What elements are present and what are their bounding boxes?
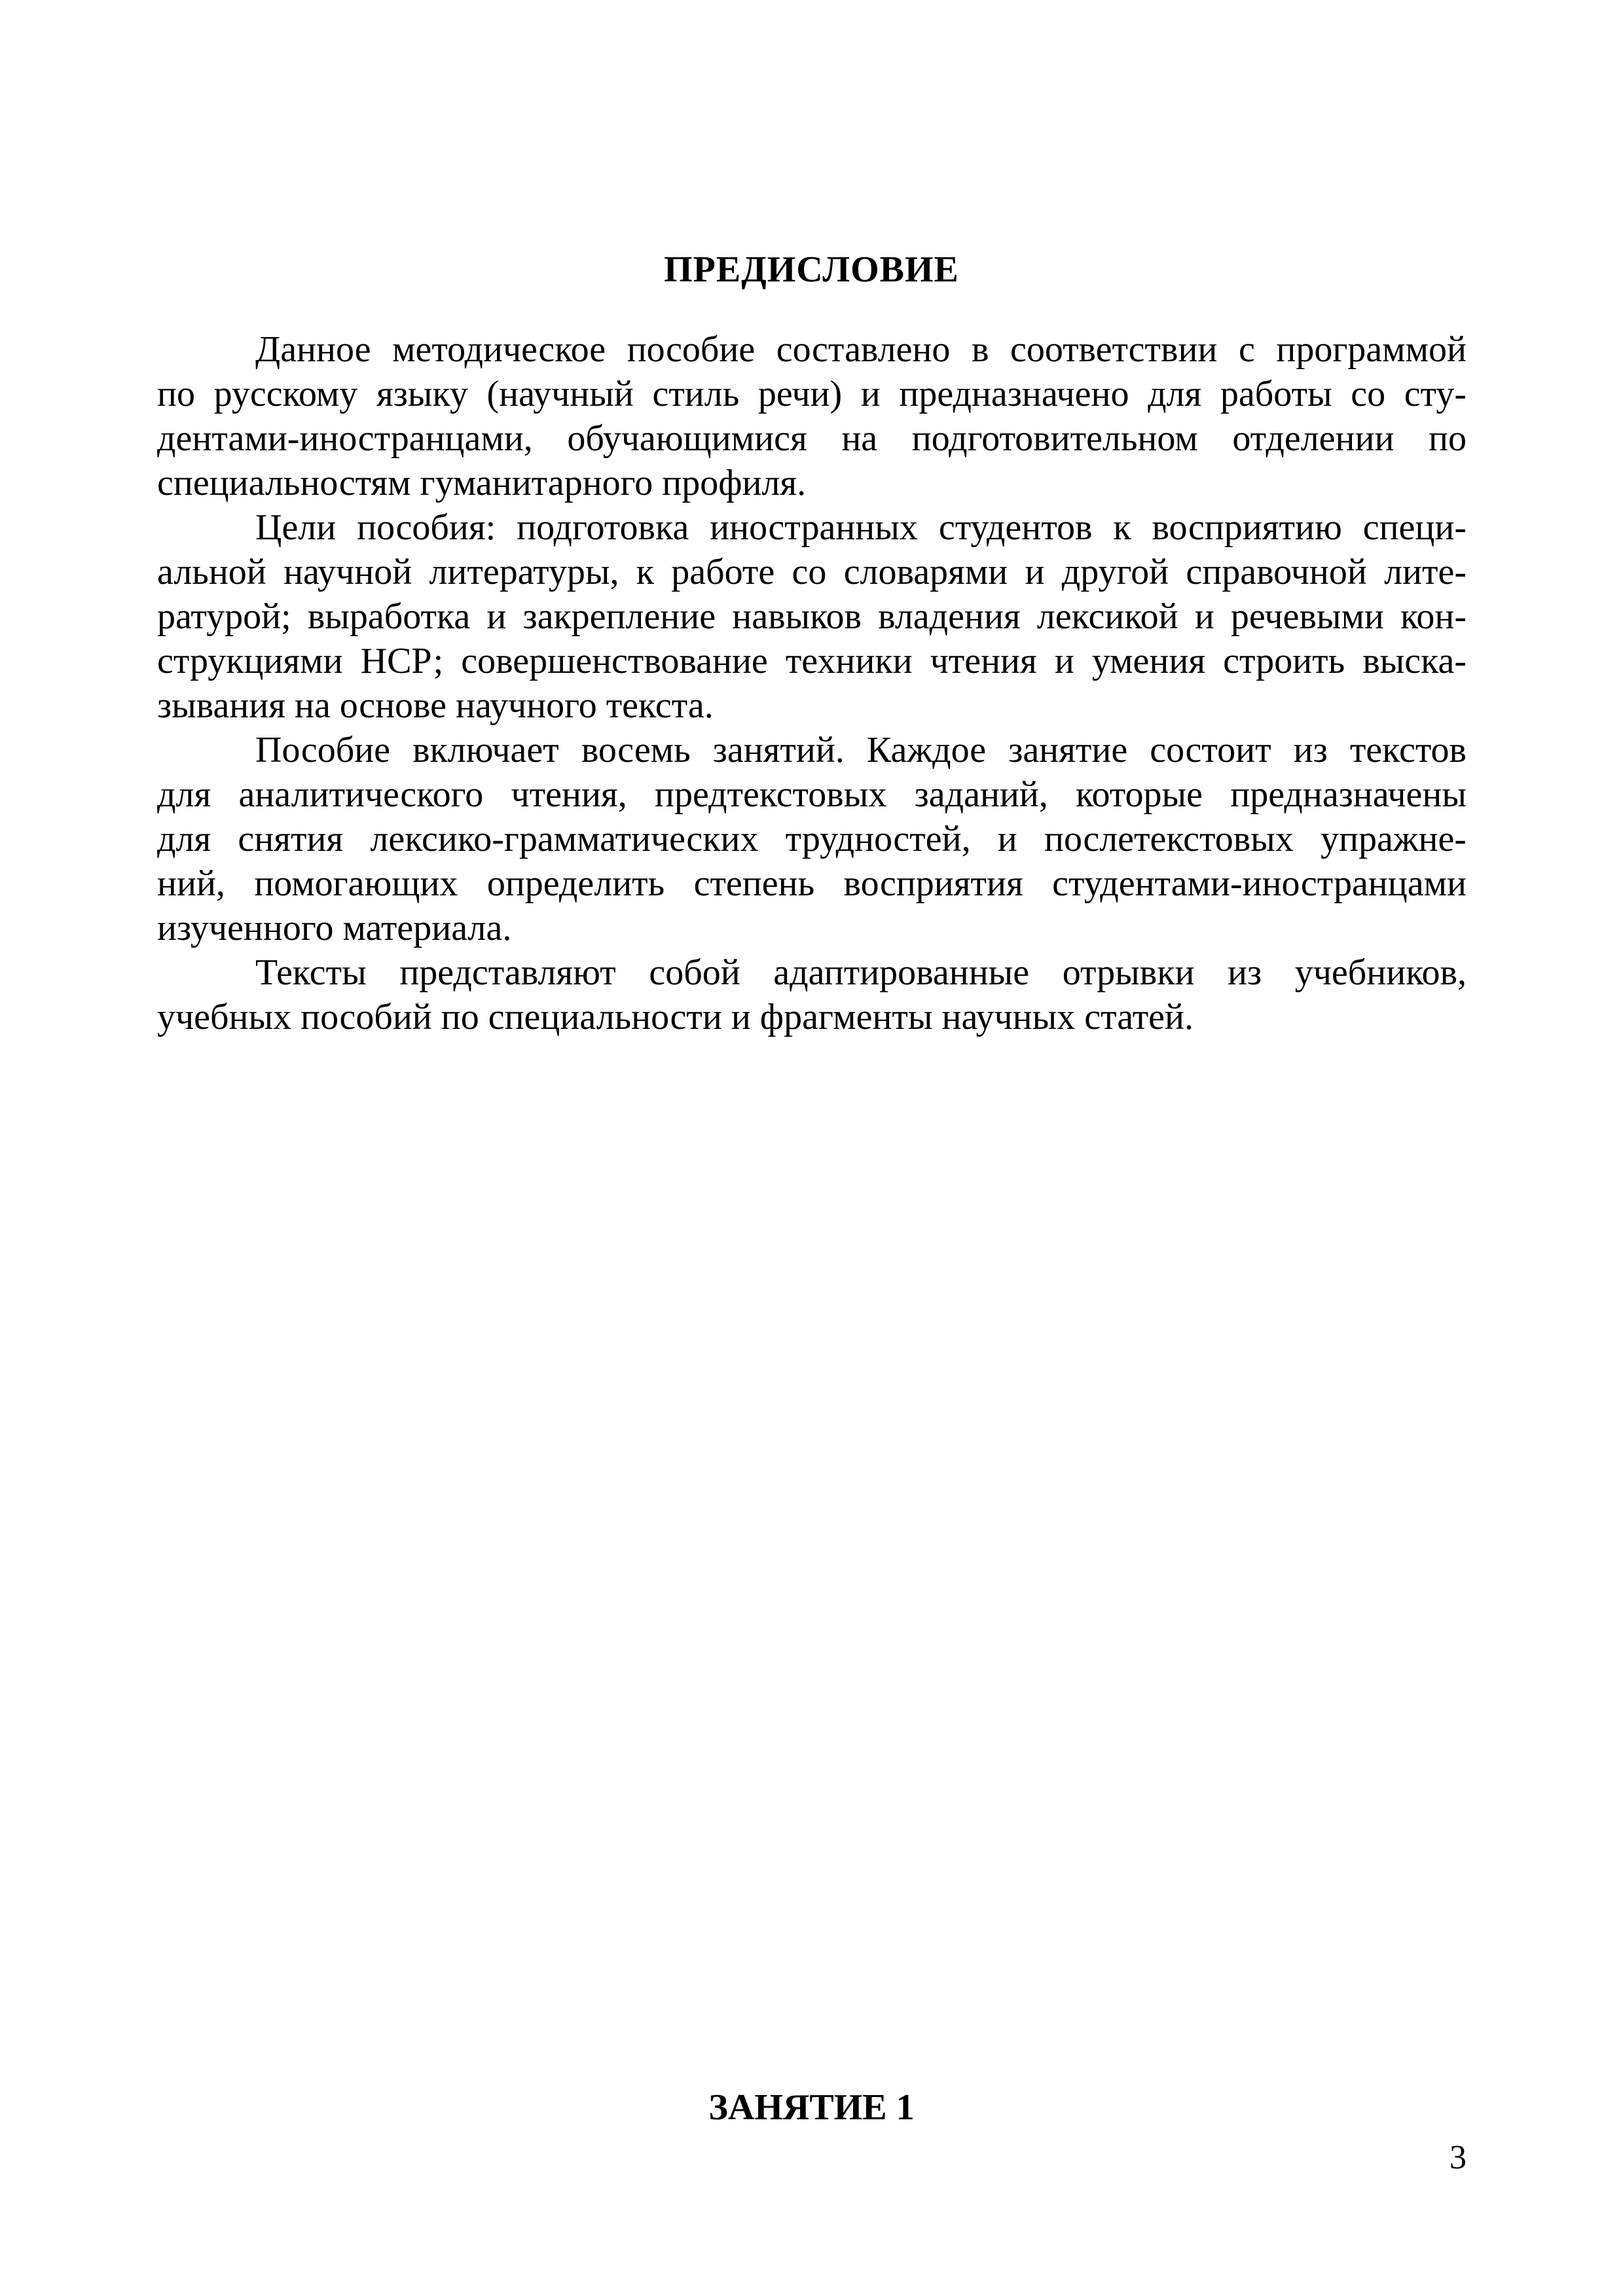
paragraph-1 <box>157 327 1467 505</box>
page-number: 3 <box>1450 2139 1467 2176</box>
text-line: изученного материала. <box>157 908 512 948</box>
text-line: Пособие включает восемь занятий. Каждое занятие состоит из текстов <box>255 730 1467 770</box>
text-line: по русскому языку (научный стиль речи) и предназначено для работы со сту- <box>157 374 1467 414</box>
text-line: ний, помогающих определить степень восприятия студентами-иностранцами <box>157 863 1467 904</box>
paragraph-3 <box>157 728 1467 950</box>
text-line: альной научной литературы, к работе со словарями и другой справочной лите- <box>157 552 1467 592</box>
page-title: ПРЕДИСЛОВИЕ <box>664 249 959 290</box>
paragraph-4 <box>157 950 1467 1039</box>
text-line: ратурой; выработка и закрепление навыков владения лексикой и речевыми кон- <box>157 596 1467 637</box>
text-line: Цели пособия: подготовка иностранных студентов к восприятию специ- <box>255 507 1467 548</box>
text-line: учебных пособий по специальности и фрагменты научных статей. <box>157 997 1194 1037</box>
text-line: дентами-иностранцами, обучающимися на подготовительном отделении по <box>157 418 1467 459</box>
paragraph-2 <box>157 505 1467 728</box>
text-line: для аналитического чтения, предтекстовых заданий, которые предназначены <box>157 774 1467 815</box>
preface-body <box>157 327 1467 1039</box>
text-line: Тексты представляют собой адаптированные отрывки из учебников, <box>255 952 1467 993</box>
text-line: зывания на основе научного текста. <box>157 685 714 726</box>
text-line: специальностям гуманитарного профиля. <box>157 463 807 503</box>
text-line: струкциями НСР; совершенствование техники чтения и умения строить выска- <box>157 641 1467 681</box>
text-line: Данное методическое пособие составлено в соответствии с программой <box>255 329 1467 370</box>
section-heading: ЗАНЯТИЕ 1 <box>708 2087 915 2128</box>
text-line: для снятия лексико-грамматических трудностей, и послетекстовых упражне- <box>157 819 1467 859</box>
